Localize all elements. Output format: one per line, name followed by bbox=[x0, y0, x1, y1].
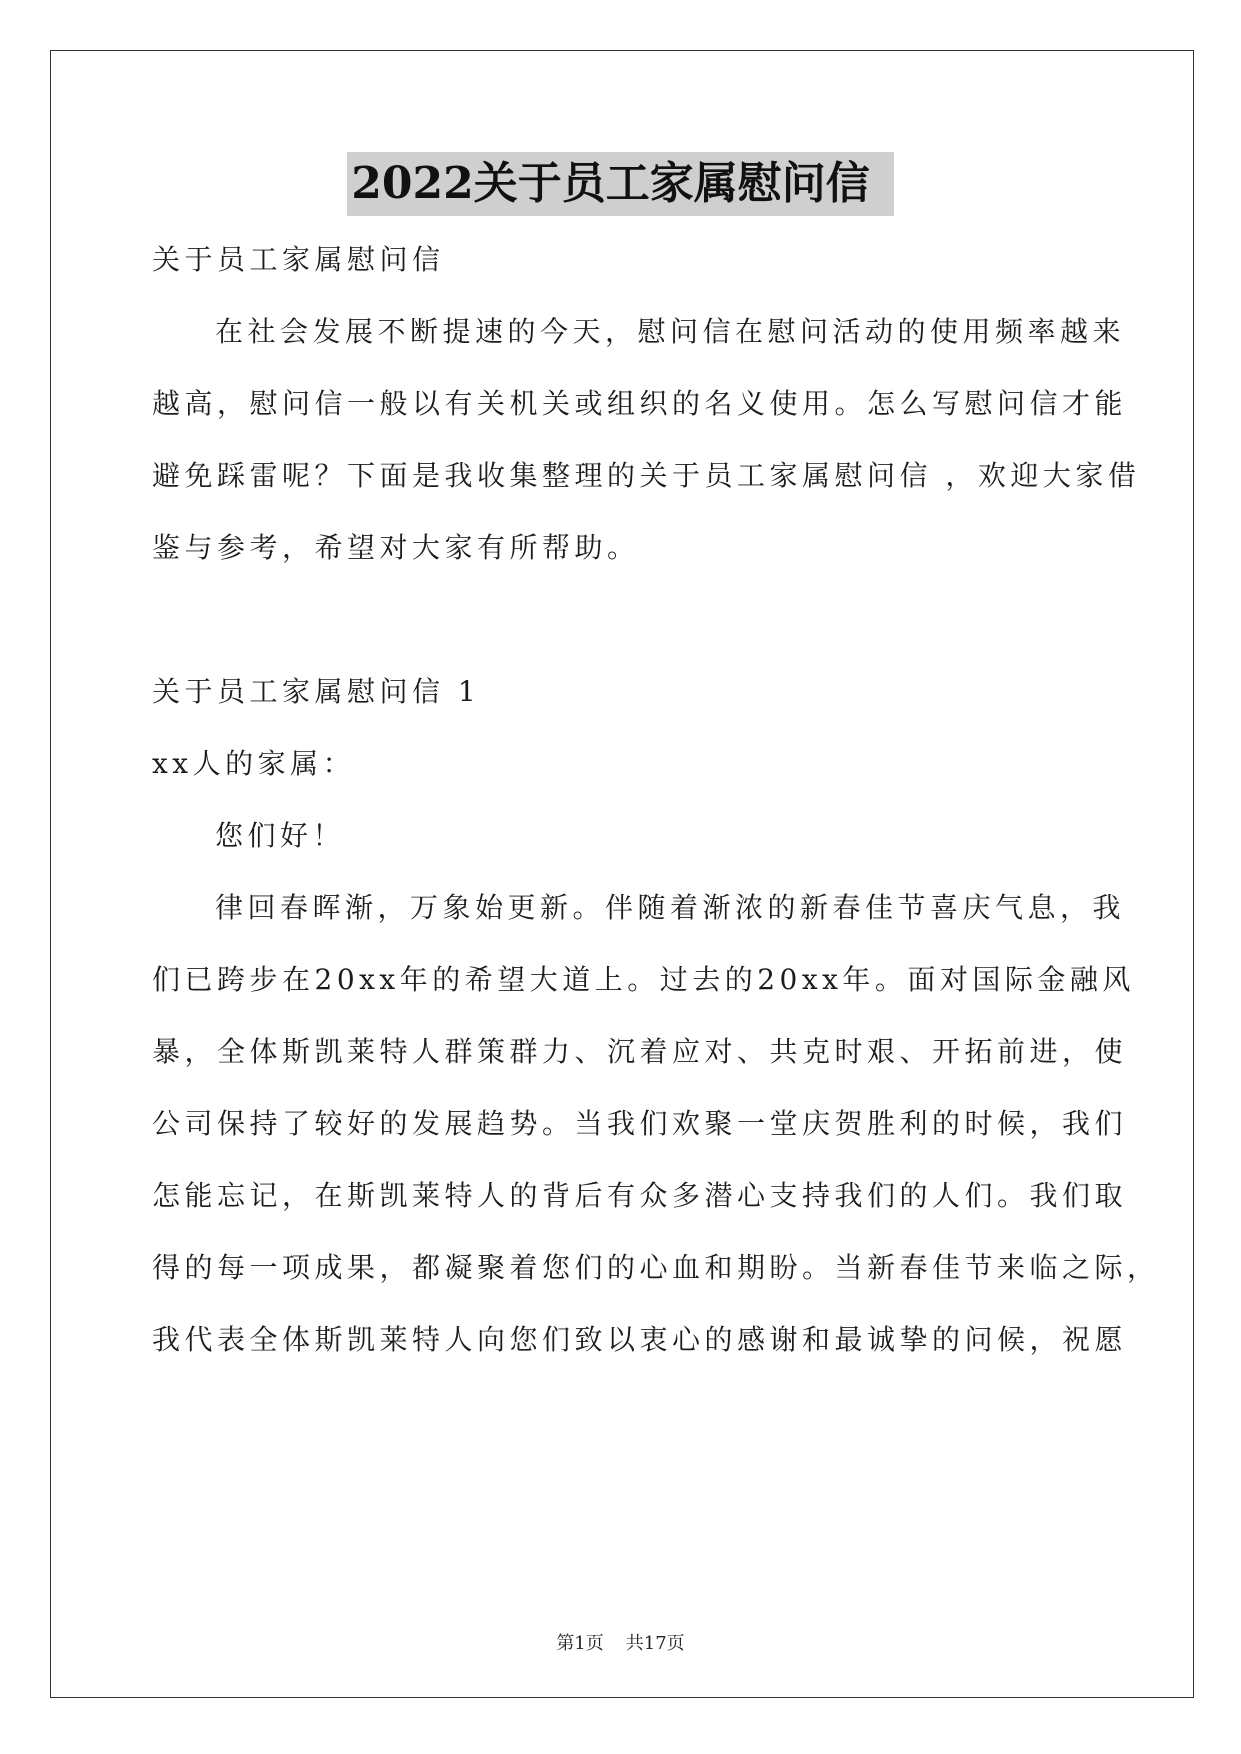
body-line-4: 公司保持了较好的发展趋势。当我们欢聚一堂庆贺胜利的时候，我们 bbox=[152, 1107, 1128, 1140]
intro-line-1: 在社会发展不断提速的今天，慰问信在慰问活动的使用频率越来 bbox=[215, 315, 1126, 348]
body-line-2: 们已跨步在20xx年的希望大道上。过去的20xx年。面对国际金融风 bbox=[152, 963, 1135, 996]
page-total: 共17页 bbox=[625, 1633, 685, 1654]
title-container bbox=[0, 152, 1241, 216]
document-subtitle: 关于员工家属慰问信 bbox=[152, 243, 445, 276]
document-title: 2022关于员工家属慰问信 bbox=[347, 152, 893, 216]
body-line-6: 得的每一项成果，都凝聚着您们的心血和期盼。当新春佳节来临之际， bbox=[152, 1251, 1160, 1284]
salutation: xx人的家属： bbox=[152, 747, 356, 780]
intro-line-4: 鉴与参考，希望对大家有所帮助。 bbox=[152, 531, 640, 564]
intro-line-2: 越高，慰问信一般以有关机关或组织的名义使用。怎么写慰问信才能 bbox=[152, 387, 1128, 420]
section-heading: 关于员工家属慰问信 1 bbox=[152, 675, 481, 708]
greeting: 您们好！ bbox=[215, 819, 346, 852]
page-number: 第1页 bbox=[556, 1633, 604, 1654]
page-border bbox=[50, 50, 1194, 1698]
body-line-3: 暴，全体斯凯莱特人群策群力、沉着应对、共克时艰、开拓前进，使 bbox=[152, 1035, 1128, 1068]
body-line-5: 怎能忘记，在斯凯莱特人的背后有众多潜心支持我们的人们。我们取 bbox=[152, 1179, 1128, 1212]
page-footer bbox=[0, 1632, 1241, 1656]
body-line-1: 律回春晖渐，万象始更新。伴随着渐浓的新春佳节喜庆气息，我 bbox=[215, 891, 1126, 924]
intro-line-3: 避免踩雷呢？下面是我收集整理的关于员工家属慰问信 ，欢迎大家借 bbox=[152, 459, 1141, 492]
body-line-7: 我代表全体斯凯莱特人向您们致以衷心的感谢和最诚挚的问候，祝愿 bbox=[152, 1323, 1128, 1356]
